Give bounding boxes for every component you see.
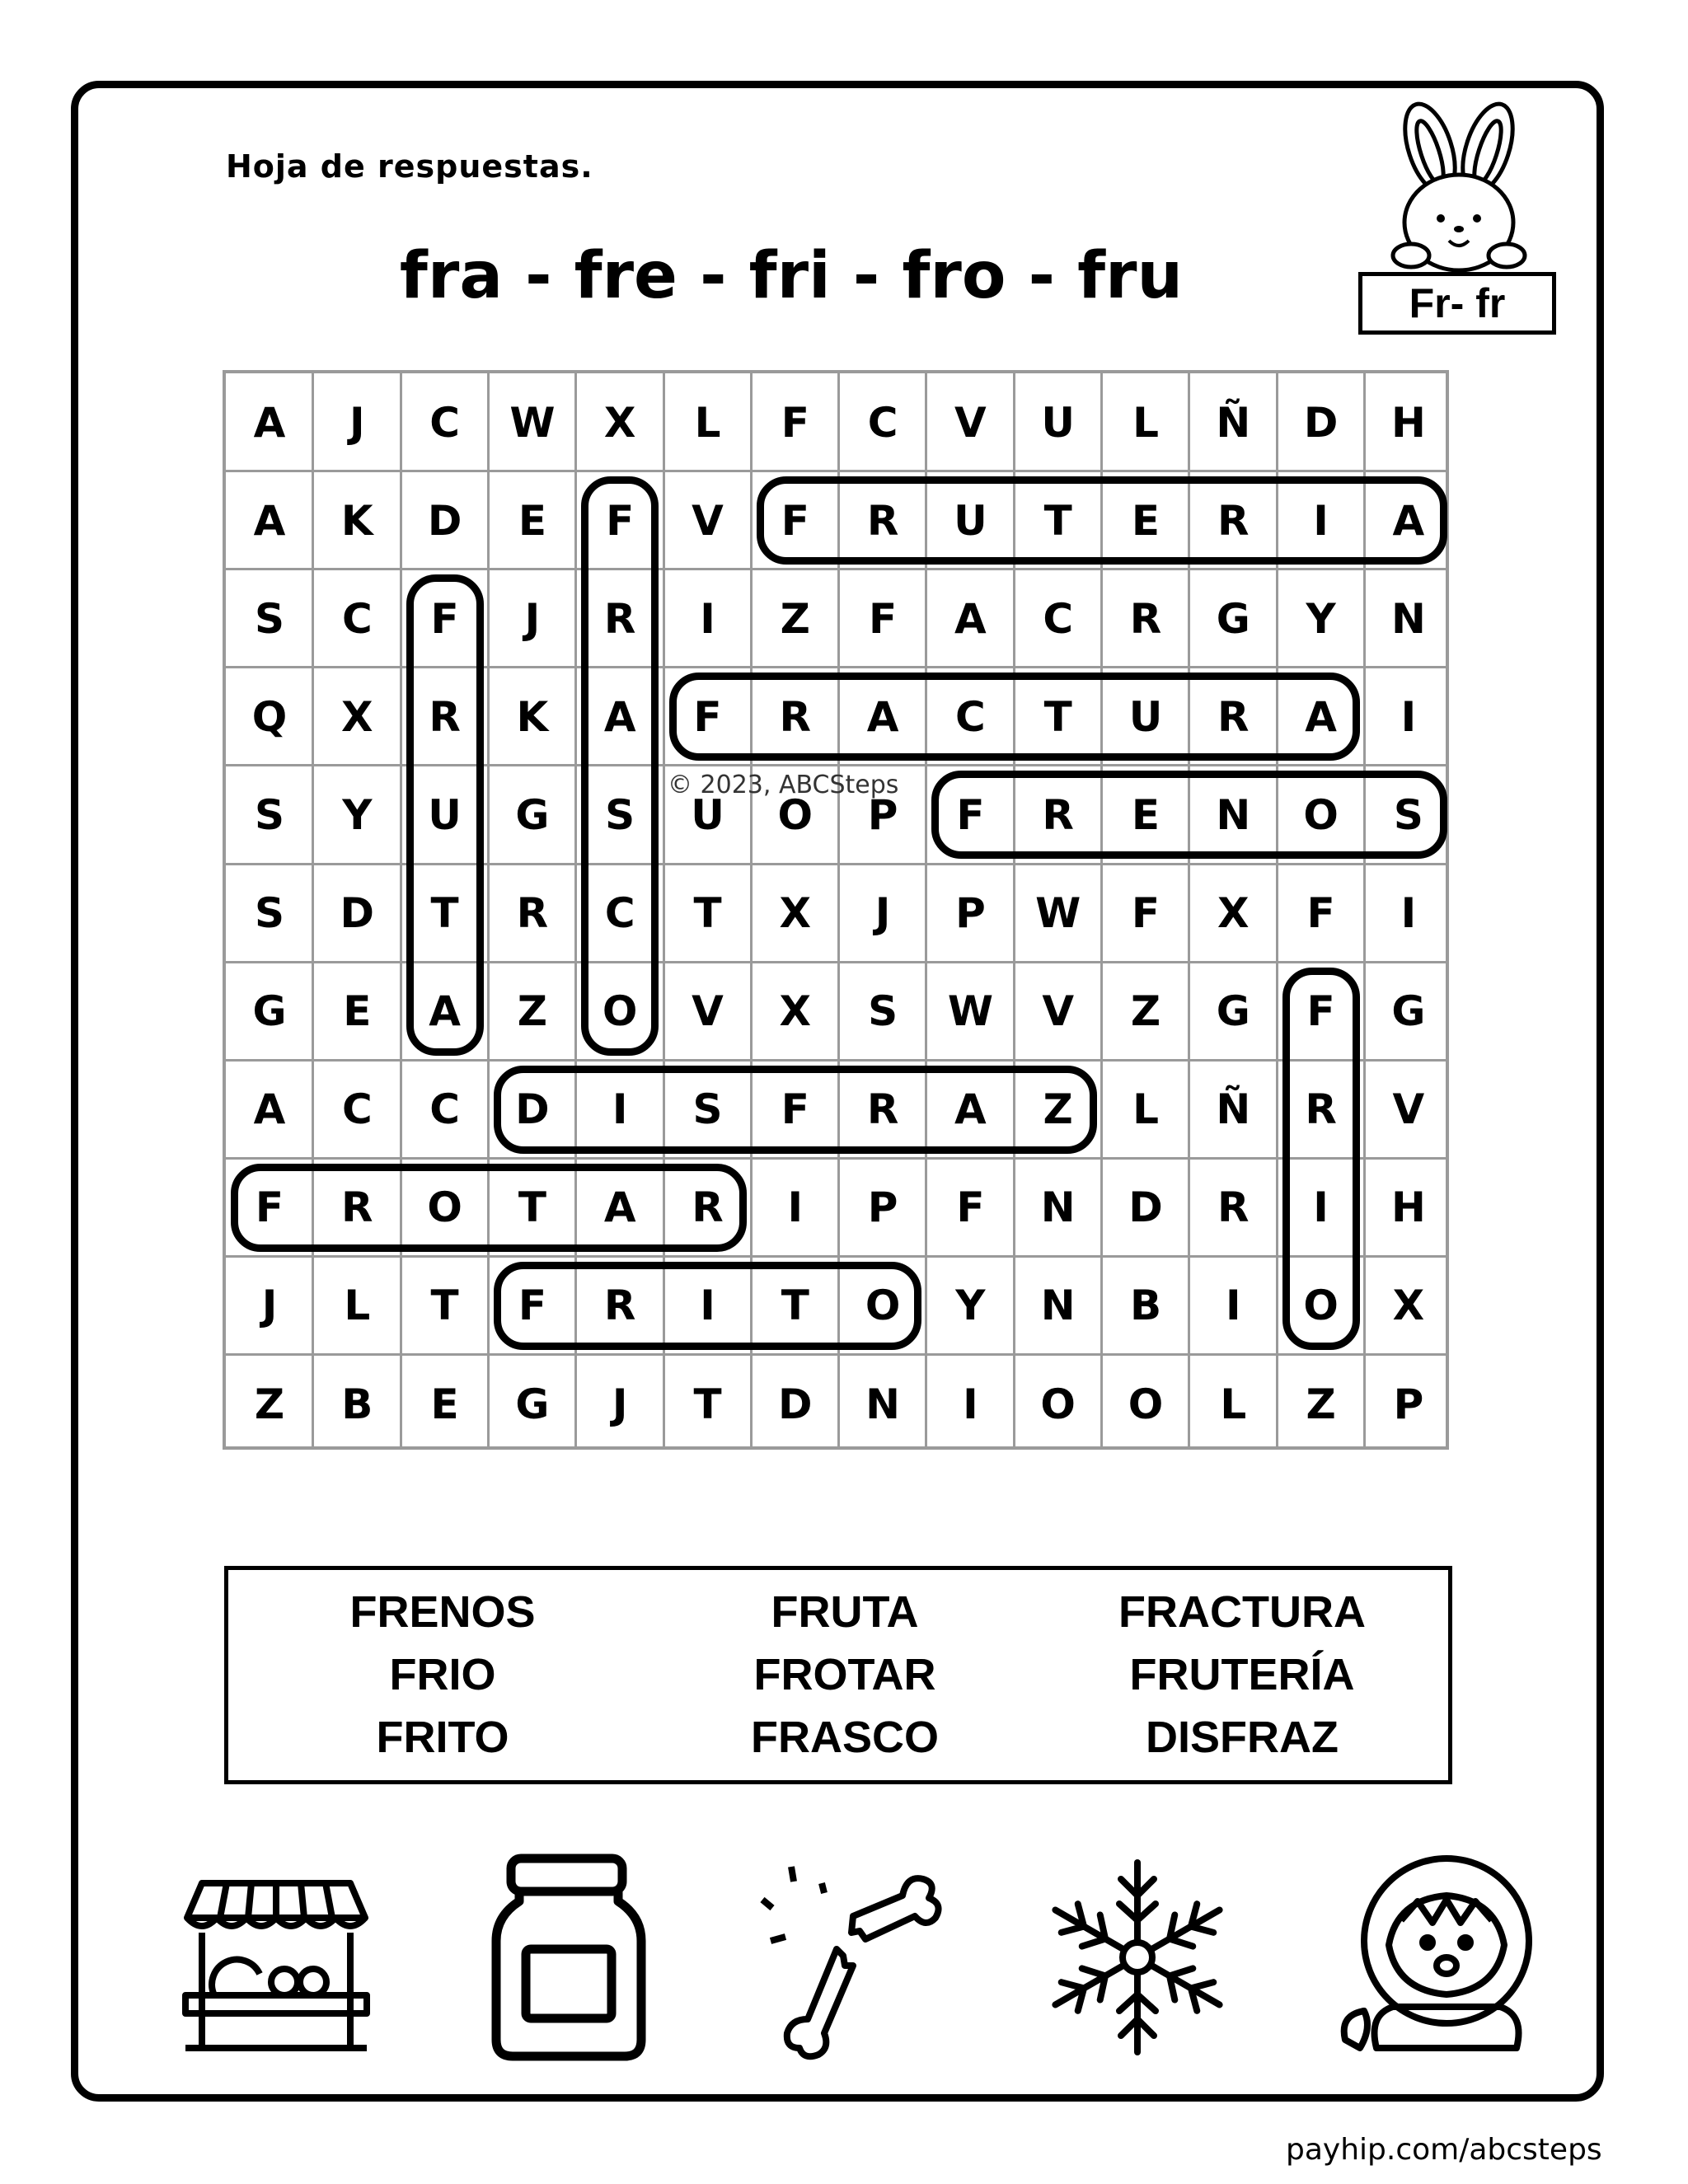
grid-letter: Z [517,987,548,1036]
word-bank-item: FRIO [389,1650,496,1699]
grid-letter: J [349,398,365,447]
grid-letter: X [779,987,812,1036]
grid-letter: E [343,987,372,1036]
found-word-outline [669,673,1360,761]
grid-letter: L [1220,1380,1247,1428]
snowflake-icon [1030,1850,1245,2064]
bunny-badge [1352,99,1566,338]
grid-letter: J [524,594,541,643]
grid-letter: X [341,692,373,741]
grid-letter: F [869,594,898,643]
grid-letter: A [603,692,636,741]
fruit-stand-icon [169,1850,383,2064]
grid-letter: C [341,1085,373,1134]
grid-letter: Y [1306,594,1336,643]
page-title: fra - fre - fri - fro - fru [399,239,1184,313]
grid-letter: I [787,1183,804,1232]
grid-letter: D [778,1380,813,1428]
grid-letter: Z [1043,1085,1073,1134]
grid-letter: Ñ [1216,398,1251,447]
grid-letter: U [691,790,724,839]
grid-letter: T [693,1380,722,1428]
grid-letter: C [867,398,898,447]
found-word-outline [757,476,1447,565]
copyright-watermark: © 2023, ABCSteps [668,771,899,799]
grid-letter: T [430,1282,459,1330]
grid-letter: L [1132,398,1159,447]
grid-letter: F [781,496,809,545]
grid-letter: O [1303,1282,1339,1330]
word-bank-item: FRASCO [751,1713,939,1762]
grid-letter: G [1216,987,1250,1036]
grid-letter: D [515,1085,550,1134]
grid-letter: U [1041,398,1075,447]
found-word-outline [1282,968,1360,1350]
bunny-icon [1352,99,1566,288]
grid-letter: Z [780,594,810,643]
grid-letter: U [1128,692,1163,741]
costume-child-icon [1335,1850,1550,2064]
grid-letter: I [963,1380,978,1428]
grid-letter: N [1040,1282,1076,1330]
grid-letter: L [694,398,721,447]
grid-letter: I [1313,1183,1329,1232]
grid-letter: F [1306,889,1335,937]
grid-letter: Z [254,1380,285,1428]
found-word-outline [494,1066,1097,1154]
grid-letter: X [1392,1282,1425,1330]
grid-letter: D [340,889,375,937]
grid-letter: F [1306,987,1335,1036]
grid-letter: O [1128,1380,1164,1428]
grid-letter: K [516,692,549,741]
grid-letter: U [954,496,987,545]
grid-letter: V [954,398,987,447]
grid-letter: F [956,790,985,839]
answer-sheet-label: Hoja de respuestas. [226,148,593,185]
grid-letter: F [1131,889,1160,937]
grid-letter: T [781,1282,809,1330]
grid-letter: A [954,1085,987,1134]
grid-letter: R [779,692,812,741]
word-bank-item: FRENOS [349,1587,536,1637]
grid-letter: G [515,1380,550,1428]
grid-letter: R [603,594,636,643]
grid-letter: J [874,889,891,937]
grid-letter: F [956,1183,985,1232]
grid-letter: B [1129,1282,1162,1330]
word-search-grid [223,370,1449,1450]
grid-letter: H [1390,1183,1426,1232]
grid-letter: G [1216,594,1250,643]
grid-letter: F [781,398,809,447]
grid-letter: G [515,790,550,839]
grid-letter: T [1043,496,1072,545]
grid-letter: T [693,889,722,937]
grid-letter: O [1303,790,1339,839]
grid-letter: B [341,1380,373,1428]
grid-letter: L [1132,1085,1159,1134]
grid-letter: A [603,1183,636,1232]
grid-letter: I [1400,692,1417,741]
grid-letter: F [693,692,722,741]
grid-letter: H [1390,398,1426,447]
grid-letter: Y [955,1282,986,1330]
grid-letter: F [430,594,459,643]
found-word-outline [406,574,484,1056]
grid-letter: G [1391,987,1426,1036]
grid-letter: A [1305,692,1337,741]
grid-letter: T [430,889,459,937]
grid-letter: P [867,790,898,839]
word-bank-item: FRACTURA [1118,1587,1366,1637]
grid-letter: N [1040,1183,1076,1232]
grid-letter: V [1042,987,1075,1036]
grid-letter: C [604,889,635,937]
grid-letter: Z [1130,987,1161,1036]
grid-letter: F [781,1085,809,1134]
word-bank-item: DISFRAZ [1146,1713,1339,1762]
grid-letter: C [1043,594,1074,643]
word-bank-item: FRITO [376,1713,509,1762]
grid-letter: O [427,1183,462,1232]
grid-letter: N [865,1380,901,1428]
grid-letter: O [602,987,638,1036]
grid-letter: T [518,1183,546,1232]
badge-label: Fr- fr [1358,272,1556,335]
grid-letter: C [429,1085,460,1134]
grid-letter: W [947,987,993,1036]
grid-letter: O [777,790,814,839]
grid-letter: I [1225,1282,1241,1330]
grid-letter: C [429,398,460,447]
grid-letter: N [1216,790,1251,839]
grid-letter: J [261,1282,278,1330]
grid-letter: A [1392,496,1425,545]
grid-letter: F [255,1183,284,1232]
grid-letter: V [692,496,724,545]
grid-letter: R [1217,692,1250,741]
grid-letter: R [866,496,899,545]
grid-letter: W [1035,889,1081,937]
grid-letter: S [605,790,635,839]
grid-letter: R [1217,1183,1250,1232]
grid-letter: R [1305,1085,1337,1134]
grid-letter: X [779,889,812,937]
grid-letter: R [516,889,549,937]
word-bank-item: FRUTA [771,1587,919,1637]
grid-letter: C [955,692,986,741]
grid-letter: R [1217,496,1250,545]
grid-letter: R [429,692,461,741]
found-word-outline [494,1262,922,1350]
grid-letter: I [1313,496,1329,545]
grid-letter: L [344,1282,371,1330]
found-word-outline [931,771,1447,859]
grid-letter: K [340,496,373,545]
grid-letter: A [429,987,461,1036]
grid-letter: S [254,594,284,643]
grid-letter: U [428,790,462,839]
word-bank-item: FROTAR [753,1650,936,1699]
grid-letter: E [1131,790,1160,839]
grid-letter: R [866,1085,899,1134]
grid-letter: I [700,594,715,643]
grid-letter: R [341,1183,373,1232]
grid-letter: E [430,1380,459,1428]
grid-letter: R [1129,594,1162,643]
grid-letter: S [692,1085,723,1134]
grid-letter: S [254,889,284,937]
grid-letter: I [612,1085,628,1134]
grid-letter: A [954,594,987,643]
grid-letter: P [955,889,986,937]
grid-letter: O [1040,1380,1076,1428]
grid-letter: C [341,594,373,643]
found-word-outline [581,476,659,1056]
grid-letter: R [1042,790,1074,839]
grid-letter: N [1390,594,1426,643]
grid-letter: X [603,398,636,447]
broken-bone-icon [746,1850,960,2064]
grid-letter: F [518,1282,546,1330]
grid-letter: J [612,1380,628,1428]
grid-letter: S [254,790,284,839]
grid-letter: E [518,496,546,545]
word-bank-item: FRUTERÍA [1129,1650,1355,1699]
grid-letter: O [865,1282,901,1330]
grid-letter: X [1217,889,1250,937]
grid-letter: G [252,987,287,1036]
word-bank [224,1566,1452,1784]
grid-letter: Ñ [1216,1085,1251,1134]
grid-letter: V [1392,1085,1425,1134]
grid-letter: D [1303,398,1339,447]
grid-letter: F [606,496,635,545]
grid-letter: Y [342,790,373,839]
grid-letter: A [253,398,286,447]
grid-letter: A [866,692,899,741]
grid-letter: P [1393,1380,1424,1428]
grid-letter: A [253,1085,286,1134]
grid-letter: T [1043,692,1072,741]
grid-letter: I [1400,889,1417,937]
grid-letter: Q [251,692,288,741]
footer-url: payhip.com/abcsteps [1286,2133,1602,2167]
jar-icon [486,1850,701,2064]
found-word-outline [231,1164,747,1252]
grid-letter: S [868,987,898,1036]
grid-letter: D [1128,1183,1163,1232]
grid-letter: P [867,1183,898,1232]
grid-letter: D [427,496,462,545]
grid-letter: W [509,398,556,447]
grid-letter: R [692,1183,724,1232]
grid-letter: A [253,496,286,545]
grid-letter: V [692,987,724,1036]
grid-letter: Z [1306,1380,1336,1428]
grid-letter: S [1393,790,1423,839]
grid-letter: I [700,1282,715,1330]
grid-letter: E [1131,496,1160,545]
grid-letter: R [603,1282,636,1330]
